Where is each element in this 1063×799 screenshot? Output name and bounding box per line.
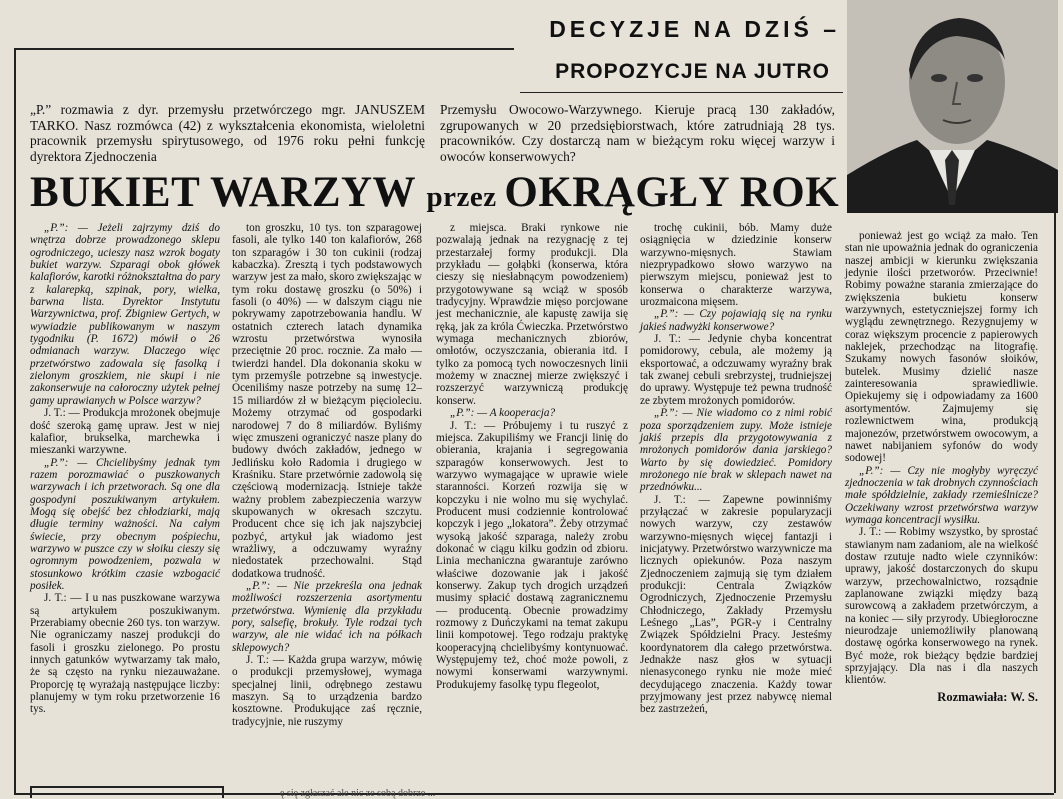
intro-right: Przemysłu Owocowo-Warzywnego. Kieruje pracą 130 zakładów, zgrupowanych w 20 przedsiębiorstwach, które zatrudniają 28 tys. pracowników. Czy dostarczą nam w bieżącym roku więcej warzyw i owoców konserwowych? xyxy=(440,102,835,164)
headline-part-2: przez xyxy=(426,181,505,213)
paragraph: J. T.: — Próbujemy i tu ruszyć z miejsca. Zakupiliśmy we Francji linię do obierania, krajania i segregowania szparagów konserwowych. Jest to warzywo wymagające w uprawie wiele staranności. Korzeń rozwija się w kopczyku i nie wolno mu się wychylać. Producent musi codziennie kontrolować kopczyk i jego „lokatora”. Żeby otrzymać wysoką jakość szparaga, należy zrobu dokonać w ciągu kilku godzin od zbioru. Linia mechaniczna gwarantuje zarówno właściwe dozowanie jak i jakość konserwy. Zakup tych drogich urządzeń musimy spłacić dostawą zagranicznemu — producentą. Obecnie prowadzimy rozmowy z Duńczykami na temat zakupu linii kompotowej. Tego rodzaju praktykę kooperacyjną chcielibyśmy kontynuować. Występujemy też, choć może powoli, z nowymi konserwami warzywnymi. Produkujemy fasolkę typu flegeolot, xyxy=(436,419,628,691)
paragraph: trochę cukinii, bób. Mamy duże osiągnięcia w dziedzinie konserw warzywno-mięsnych. Stawiam niezprypadkowo słowo warzywo na pierwszym miejscu, ponieważ jest to konserwa o charakterze warzywa, urozmaicona mięsem. xyxy=(640,222,832,309)
paragraph: J. T.: — Jedynie chyba koncentrat pomidorowy, cebula, ale możemy ją eksportować, a odczuwamy wyraźny brak tak zwanej cebuli srebrzystej, trudniejszej do uprawy. Występuje też pewna trudność ze zbytem mrożonych pomidorów. xyxy=(640,333,832,407)
frame-right-rule xyxy=(1054,210,1056,793)
kicker-line-2: PROPOZYCJE NA JUTRO xyxy=(555,60,830,83)
footer-box xyxy=(30,786,224,798)
intro-left: „P.” rozmawia z dyr. przemysłu przetwórczego mgr. JANUSZEM TARKO. Nasz rozmówca (42) z wykształcenia ekonomista, wieloletni pracownik przemysłu spirytusowego, od 1976 roku pełni funkcję dyrektora Zjednoczenia xyxy=(30,102,425,164)
article-column-1 xyxy=(30,222,220,716)
paragraph: ton groszku, 10 tys. ton szparagowej fasoli, ale tylko 140 ton kalafiorów, 268 ton szparagów i 30 ton cukinii (rodzaj kabaczka). Zresztą i tych podstawowych warzyw jest za mało, skoro zwiększając w tym roku dostawę groszku (o 50%) i fasoli (o 40%) — w dalszym ciągu nie pokrywamy zapotrzebowania handlu. W ostatnich czterech latach dynamika wzrostu przetwórstwa wynosiła przeciętnie 20 proc. rocznie. Za mało — twierdzi handel. Dla dokonania skoku w tym przemyśle potrzebne są inwestycje. Oceniliśmy nasze potrzeby na sumę 12–15 miliardów zł w bieżącym pięcioleciu. Możemy otrzymać od gospodarki narodowej 7 do 8 miliardów. Byliśmy więc zmuszeni ograniczyć nasze plany do budowy dwóch zakładów, jednego w Jedlińsku koło Radomia i drugiego w Kraśniku. Stare przetwórnie zadowolą się częściową modernizacją. Istnieje także ważny problem zabezpieczenia warzyw skupowanych w okresach szczytu. Producent chce się ich jak najszybciej pozbyć, artykuł jak wiadomo jest wrażliwy, a odczuwamy wyraźny niedostatek przechowalni. Stąd dodatkowa trudność. xyxy=(232,222,422,580)
headline-part-1: BUKIET WARZYW xyxy=(30,169,427,216)
paragraph: z miejsca. Braki rynkowe nie pozwalają jednak na rezygnację z tej przestarzałej formy produkcji. Dla przykładu — gołąbki (konserwa, która cieszy się niesłabnącym powodzeniem) przygotowywane są wciąż w sposób tradycyjny. Wprawdzie mięso porcjowane jest mechanicznie, ale kapustę zawija się ręką, jak za króla Ćwieczka. Przetwórstwo wymaga mechanicznych zbiorów, omłotów, oczyszczania, obierania itd. I tylko za pomocą tych nowoczesnych linii możemy w znacznej mierze zwiększyć i rozszerzyć warzywniczą produkcję konserw. xyxy=(436,222,628,407)
article-column-4 xyxy=(640,222,832,716)
frame-top-rule xyxy=(14,48,514,50)
footer-cutoff-text: ę się zgłaszać ale nic ze sobą dobrze ... xyxy=(280,788,436,799)
paragraph: „P.”: — Nie przekreśla ona jednak możliwości rozszerzenia asortymentu przetwórstwa. Wymienię dla przykładu pory, salsefię, brokuły. Tyle rodzai tych warzyw, ale nie widać ich na półkach sklepowych? xyxy=(232,579,422,654)
frame-left-rule xyxy=(14,48,16,793)
signature: Rozmawiała: W. S. xyxy=(937,689,1038,704)
paragraph: „P.”: — Chcielibyśmy jednak tym razem porozmawiać o puszkowanych warzywach i ich przetworach. Są one dla gospodyni poszukiwanym artykułem. Mogą się obejść bez chłodziarki, mają długie terminy ważności. Na całym świecie, przy obecnym pośpiechu, warzywo w puszce czy w słoiku cieszy się ogromnym powodzeniem, pozwala w stosunkowo krótkim czasie wzbogacić posiłek. xyxy=(30,456,220,592)
paragraph: ponieważ jest go wciąż za mało. Ten stan nie upoważnia jednak do ograniczenia naszej ambicji w kierunku zwiększania jedynie ilości przetworów. Przeciwnie! Robimy poważne starania zmierzające do zwiększenia bukietu konserw warzywnych, estetyczniejszej formy ich wyglądu zewnętrznego. Rezygnujemy w coraz większym procencie z papierowych naklejek, przechodząc na litografię. Szukamy nowych fasonów słoików, butelek. Musimy dzielić nasze zainteresowania sprawiedliwie. Opiekujemy się i odpowiadamy za 1600 asortymentów. Zajmujemy się rozlewnictwem wina, produkcją majonezów, przetwórstwem owocowym, a nawet nabijaniem syfonów do wody sodowej! xyxy=(845,230,1038,465)
headline-part-3: OKRĄGŁY ROK xyxy=(504,169,840,216)
paragraph: „P.”: — Czy nie mogłyby wyręczyć zjednoczenia w tak drobnych czynnościach małe spółdzielnie, zakłady rzemieślnicze? Oczekiwany wzrost przetwórstwa warzyw wymaga koncentracji wysiłku. xyxy=(845,464,1038,526)
paragraph: J. T.: — Zapewne powinniśmy przyłączać w zakresie popularyzacji nowych warzyw, czy zestawów warzywno-mięsnych więcej fantazji i inicjatywy. Przetwórstwo warzywnicze ma licznych opiekunów. Poza naszym Zjednoczeniem zajmują się tym działem produkcji: Centrala Związków Ogrodniczych, Zjednoczenie Przemysłu Chłodniczego, Zakłady Przemysłu Leśnego „Las”, PGR-y i Centralny Związek Spółdzielni Pracy. Jesteśmy koordynatorem dla całego przetwórstwa. Jednakże nasz głos w sytuacji nienasyconego rynku nie może mieć decydującego znaczenia. Każdy towar przyjmowany jest przez nabywcę niemal bez zastrzeżeń, xyxy=(640,493,832,716)
paragraph: „P.”: — Czy pojawiają się na rynku jakieś nadwyżki konserwowe? xyxy=(640,308,832,333)
article-headline xyxy=(30,168,845,217)
article-column-3 xyxy=(436,222,628,691)
portrait-photo xyxy=(847,0,1058,213)
kicker-underline xyxy=(520,92,843,93)
paragraph: J. T.: — Każda grupa warzyw, mówię o produkcji przemysłowej, wymaga specjalnej linii, odrębnego zestawu maszyn. Są to urządzenia bardzo kosztowne. Produkujące zaś ręcznie, tradycyjnie, nie ruszymy xyxy=(232,654,422,728)
kicker-line-1: DECYZJE NA DZIŚ – xyxy=(549,16,840,42)
paragraph: J. T.: — I u nas puszkowane warzywa są artykułem poszukiwanym. Przerabiamy obecnie 260 tys. ton warzyw. Nie ograniczamy naszej produkcji do fasoli i groszku zielonego. Po prostu innych gatunków wytwarzamy tak mało, że są często na rynku niezauważane. Proporcję tę wyrażają następujące liczby: planujemy w tym roku przetworzenie 16 tys. xyxy=(30,592,220,716)
article-column-2 xyxy=(232,222,422,728)
paragraph: „P.”: — A kooperacja? xyxy=(450,407,556,420)
paragraph: J. T.: — Robimy wszystko, by sprostać stawianym nam zadaniom, ale na wielkość dostaw rzutuje nadto wiele czynników: uprawy, jakość dostarczonych do skupu warzyw, przechowalnictwo, rozsądnie zaplanowane związki między bazą surowcową a zakładem przetwórczym, a na koniec — siły przyrody. Ubiegłoroczne nieurodzaje uniemożliwiły planowaną dostawę ogórka konserwowego na rynek. Być może, rok bieżący będzie bardziej sprzyjający. Dla nas i dla naszych klientów. xyxy=(845,526,1038,687)
paragraph: „P.”: — Jeżeli zajrzymy dziś do wnętrza dobrze prowadzonego sklepu ogrodniczego, ucieszy nasz wzrok bogaty bukiet warzyw. Szparagi obok główek kalafiorów, karotki różnokształtna do pary z kalarepką, szpinak, pory, wielka, barwna lista. Dyrektor Instytutu Warzywnictwa, prof. Zbigniew Gertych, w wywiadzie publikowanym w naszym tygodniku (P. 1672) mówił o 26 odmianach warzyw. Dlaczego więc przetwórstwo zadowala się fasolką i zielonym groszkiem, nie skupi i nie zakonserwuje na całoroczny użytek pełnej gamy uprawianych w Polsce warzyw? xyxy=(30,222,220,407)
article-column-5 xyxy=(845,230,1038,703)
paragraph: J. T.: — Produkcja mrożonek obejmuje dość szeroką gamę upraw. Jest w niej kalafior, brukselka, marchewka i mieszanki warzywne. xyxy=(30,407,220,457)
paragraph: „P.”: — Nie wiadomo co z nimi robić poza sporządzeniem zupy. Może istnieje jakiś przepis dla przygotowywania z mrożonych pomidorów dania jarskiego? Warto by się dowiedzieć. Pomidory mrożonego nie brak w sklepach nawet na przednówku... xyxy=(640,407,832,494)
